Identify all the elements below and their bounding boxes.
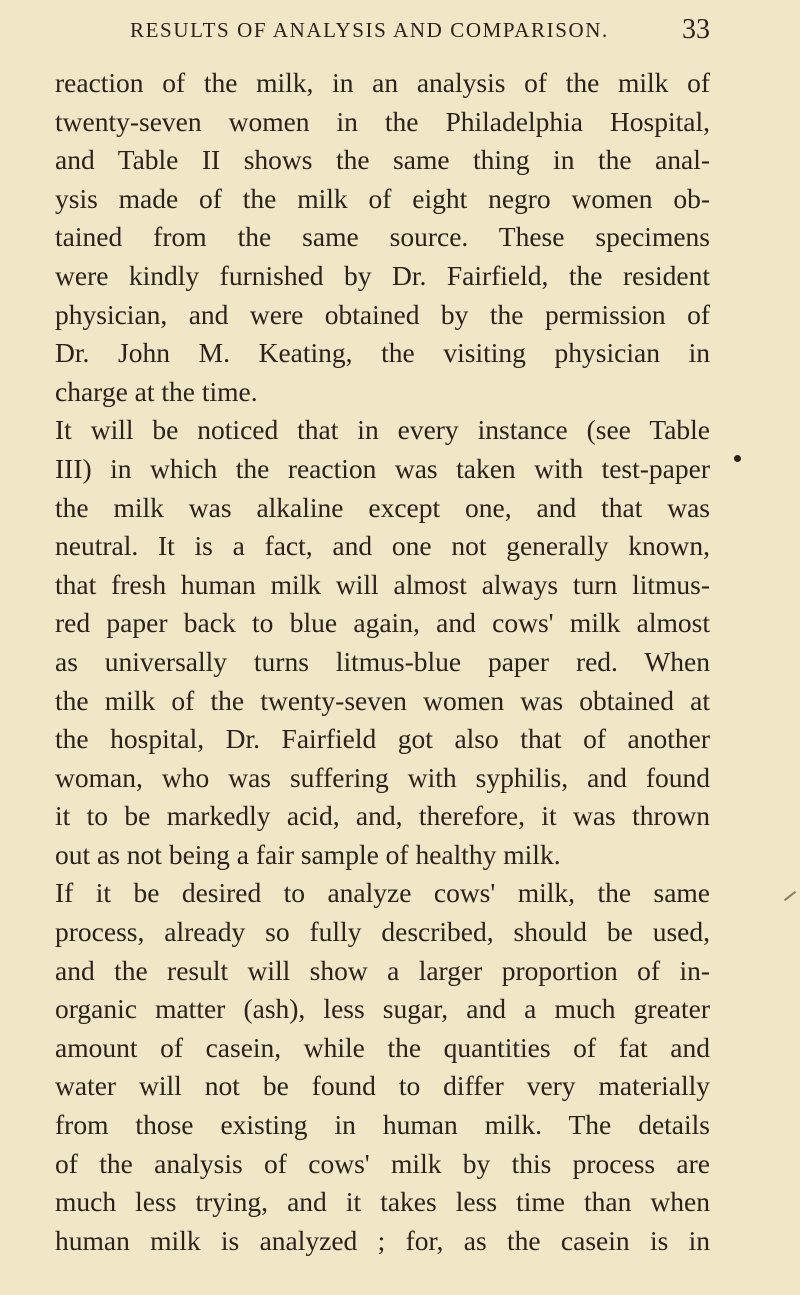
text-line: from those existing in human milk. The details xyxy=(55,1109,710,1141)
text-line: If it be desired to analyze cows' milk, the same xyxy=(55,877,710,909)
pencil-mark xyxy=(784,891,796,901)
text-line: the milk was alkaline except one, and that was xyxy=(55,491,710,523)
text-line: neutral. It is a fact, and one not generally known, xyxy=(55,530,710,562)
text-line: of the analysis of cows' milk by this process are xyxy=(55,1147,710,1179)
text-line: it to be markedly acid, and, therefore, it was thrown xyxy=(55,800,710,832)
text-line: tained from the same source. These specimens xyxy=(55,221,710,253)
text-line: twenty-seven women in the Philadelphia Hospital, xyxy=(55,105,710,137)
text-line: process, already so fully described, should be used, xyxy=(55,916,710,948)
text-line: physician, and were obtained by the permission of xyxy=(55,298,710,330)
text-line: woman, who was suffering with syphilis, and found xyxy=(55,761,710,793)
page-number: 33 xyxy=(682,14,710,45)
text-line: charge at the time. xyxy=(55,375,258,407)
text-line: much less trying, and it takes less time than when xyxy=(55,1186,710,1218)
text-line: It will be noticed that in every instance (see Table xyxy=(55,414,710,446)
text-line: the hospital, Dr. Fairfield got also that of another xyxy=(55,723,710,755)
running-title: RESULTS OF ANALYSIS AND COMPARISON. xyxy=(130,18,609,42)
text-line: Dr. John M. Keating, the visiting physician in xyxy=(55,337,710,369)
body-text xyxy=(55,64,710,1260)
text-line: were kindly furnished by Dr. Fairfield, the resident xyxy=(55,259,710,291)
text-line: III) in which the reaction was taken with test-paper xyxy=(55,452,710,484)
text-line: human milk is analyzed ; for, as the casein is in xyxy=(55,1224,710,1256)
text-line: red paper back to blue again, and cows' milk almost xyxy=(55,607,710,639)
text-line: water will not be found to differ very materially xyxy=(55,1070,710,1102)
text-line: that fresh human milk will almost always turn litmus- xyxy=(55,568,710,600)
running-head xyxy=(130,14,710,48)
text-line: and Table II shows the same thing in the anal- xyxy=(55,144,710,176)
text-line: amount of casein, while the quantities of fat and xyxy=(55,1031,710,1063)
text-line: and the result will show a larger proportion of in- xyxy=(55,954,710,986)
text-line: the milk of the twenty-seven women was obtained at xyxy=(55,684,710,716)
text-line: out as not being a fair sample of healthy milk. xyxy=(55,838,561,870)
text-line: organic matter (ash), less sugar, and a much greater xyxy=(55,993,710,1025)
text-line: ysis made of the milk of eight negro women ob- xyxy=(55,182,710,214)
text-line: reaction of the milk, in an analysis of the milk of xyxy=(55,67,710,98)
text-line: as universally turns litmus-blue paper red. When xyxy=(55,645,710,677)
ink-spot xyxy=(734,455,741,462)
